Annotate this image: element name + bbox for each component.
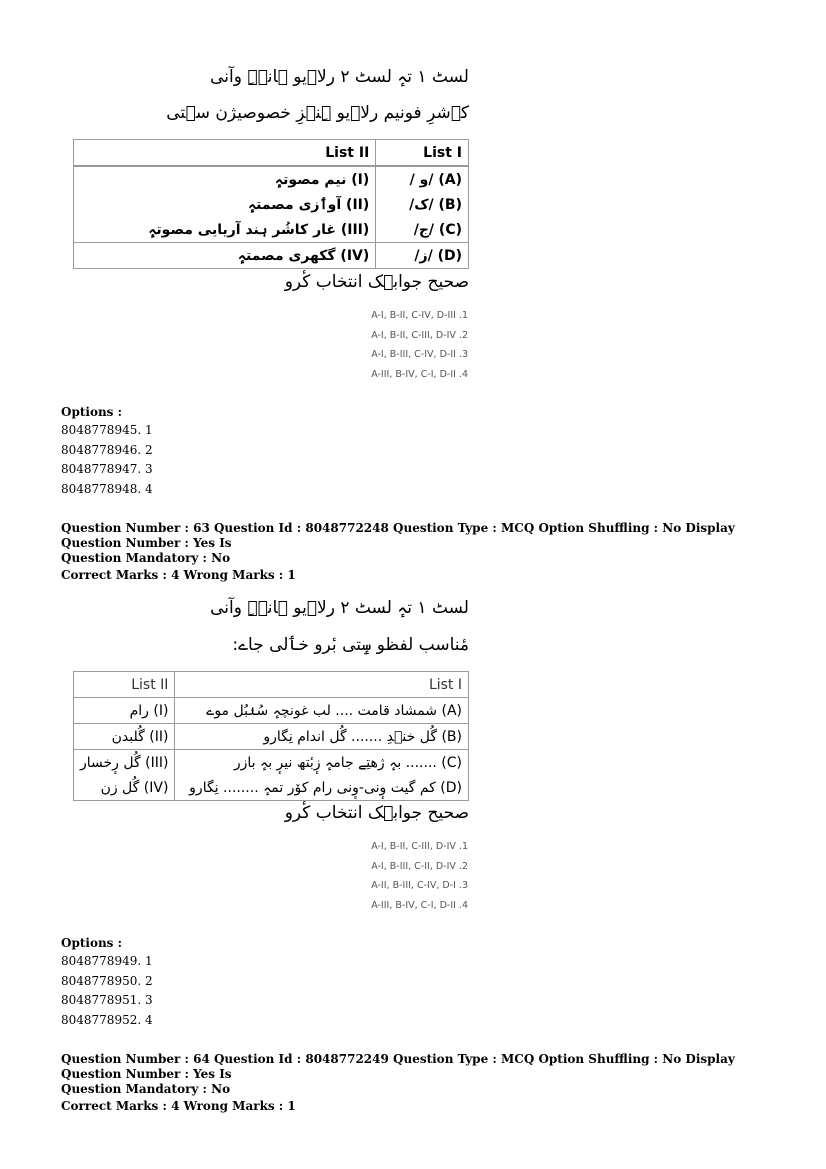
q64-meta-line: Question Mandatory : No bbox=[61, 1082, 231, 1096]
q62-prompt: کٲشرِ فونیم رلاٲیو ہِنٛزِ خصوصیژن سٟتی bbox=[166, 103, 469, 123]
option-item: 8048778949. 1 bbox=[61, 954, 153, 968]
q62-instruction: صحیح جواب٘ک انتخاب کٔرو bbox=[284, 272, 469, 292]
table-row bbox=[74, 750, 469, 776]
list2-cell: (I) نیم مصوتہٕ bbox=[74, 166, 376, 192]
table-header-row bbox=[74, 140, 469, 167]
option-item: 8048778947. 3 bbox=[61, 462, 153, 476]
option-item: 8048778952. 4 bbox=[61, 1012, 153, 1027]
option-item: 8048778946. 2 bbox=[61, 442, 153, 457]
list2-cell: (I) رام bbox=[74, 698, 175, 724]
table-row bbox=[74, 775, 469, 801]
list1-cell: (D) کم گیت وٕنی-وٕنی رام کوٚر تمہٕ ........ نِگارو bbox=[175, 775, 469, 801]
q63-heading: لسٹ ۱ تہٕ لسٹ ۲ رلاٲیو ہانٛہِ وآنی bbox=[210, 598, 469, 618]
q63-options bbox=[61, 952, 153, 1030]
q63-instruction: صحیح جواب٘ک انتخاب کٔرو bbox=[284, 803, 469, 823]
table-row bbox=[74, 243, 469, 269]
q62-options-label: Options : bbox=[61, 405, 123, 419]
choice-item: A-I, B-III, C-IV, D-II .3 bbox=[371, 349, 468, 360]
list1-header: List I bbox=[175, 672, 469, 698]
list2-cell: (III) غار کاشُر ہند آریایی مصوتہٕ bbox=[74, 217, 376, 243]
option-item: 8048778948. 4 bbox=[61, 481, 153, 496]
q62-match-table bbox=[73, 139, 469, 269]
q63-match-table bbox=[73, 671, 469, 801]
list1-header: List I bbox=[376, 140, 469, 167]
list1-cell: (B) گُل خنٛدِ ....... گُل اندام نِگارو bbox=[175, 724, 469, 750]
list2-cell: (IV) گکھری مصمتہٕ bbox=[74, 243, 376, 269]
q64-marks-line: Correct Marks : 4 Wrong Marks : 1 bbox=[61, 1099, 296, 1113]
choice-item: A-I, B-III, C-II, D-IV .2 bbox=[371, 860, 468, 872]
choice-item: A-III, B-IV, C-I, D-II .4 bbox=[371, 899, 468, 911]
table-row bbox=[74, 217, 469, 243]
list1-cell: (D) /ز/ bbox=[376, 243, 469, 269]
option-item: 8048778951. 3 bbox=[61, 993, 153, 1007]
q63-meta-line: Question Number : 63 Question Id : 8048772248 Question Type : MCQ Option Shuffling : No Display Question Number : Yes Is bbox=[61, 521, 735, 550]
choice-item: A-I, B-II, C-III, D-IV .1 bbox=[371, 841, 468, 852]
q63-choices bbox=[300, 837, 468, 915]
table-row bbox=[74, 724, 469, 750]
list1-cell: (A) شمشاد قامت .... لب غونچہٕ سُنٛبُل موے bbox=[175, 698, 469, 724]
choice-item: A-I, B-II, C-IV, D-III .1 bbox=[371, 310, 468, 321]
q62-heading: لسٹ ۱ تہٕ لسٹ ۲ رلاٲیو ہانٛہِ وآنی bbox=[210, 67, 469, 87]
choice-item: A-III, B-IV, C-I, D-II .4 bbox=[371, 368, 468, 380]
list2-header: List II bbox=[74, 140, 376, 167]
choice-item: A-II, B-III, C-IV, D-I .3 bbox=[371, 880, 468, 891]
list2-header: List II bbox=[74, 672, 175, 698]
table-header-row bbox=[74, 672, 469, 698]
q64-meta-line: Question Number : 64 Question Id : 8048772249 Question Type : MCQ Option Shuffling : No Display Question Number : Yes Is bbox=[61, 1052, 735, 1081]
option-item: 8048778945. 1 bbox=[61, 423, 153, 437]
table-row bbox=[74, 192, 469, 217]
q63-meta-line: Question Mandatory : No bbox=[61, 551, 231, 565]
q64-meta bbox=[61, 1052, 761, 1114]
list2-cell: (III) گُل رٕخسار bbox=[74, 750, 175, 776]
list1-cell: (C) /ج/ bbox=[376, 217, 469, 243]
list1-cell: (A) /و / bbox=[376, 166, 469, 192]
choice-item: A-I, B-II, C-III, D-IV .2 bbox=[371, 329, 468, 341]
q63-options-label: Options : bbox=[61, 936, 123, 950]
list1-cell: (C) ....... بہٕ ژھتِے جامہٕ زٕبٔتھ نیرٕ بہٕ بازر bbox=[175, 750, 469, 776]
table-row bbox=[74, 166, 469, 192]
list2-cell: (II) آوٲزی مصمتہٕ bbox=[74, 192, 376, 217]
list2-cell: (II) گُلبدن bbox=[74, 724, 175, 750]
q63-meta bbox=[61, 521, 761, 583]
table-row bbox=[74, 698, 469, 724]
q62-choices bbox=[300, 306, 468, 384]
q63-prompt: مٔناسب لفظو سٟتی بٔرو خٲلی جاے: bbox=[232, 635, 469, 655]
q62-options bbox=[61, 421, 153, 499]
list1-cell: (B) /ک/ bbox=[376, 192, 469, 217]
option-item: 8048778950. 2 bbox=[61, 973, 153, 988]
q63-marks-line: Correct Marks : 4 Wrong Marks : 1 bbox=[61, 568, 296, 582]
list2-cell: (IV) گُل زن bbox=[74, 775, 175, 801]
